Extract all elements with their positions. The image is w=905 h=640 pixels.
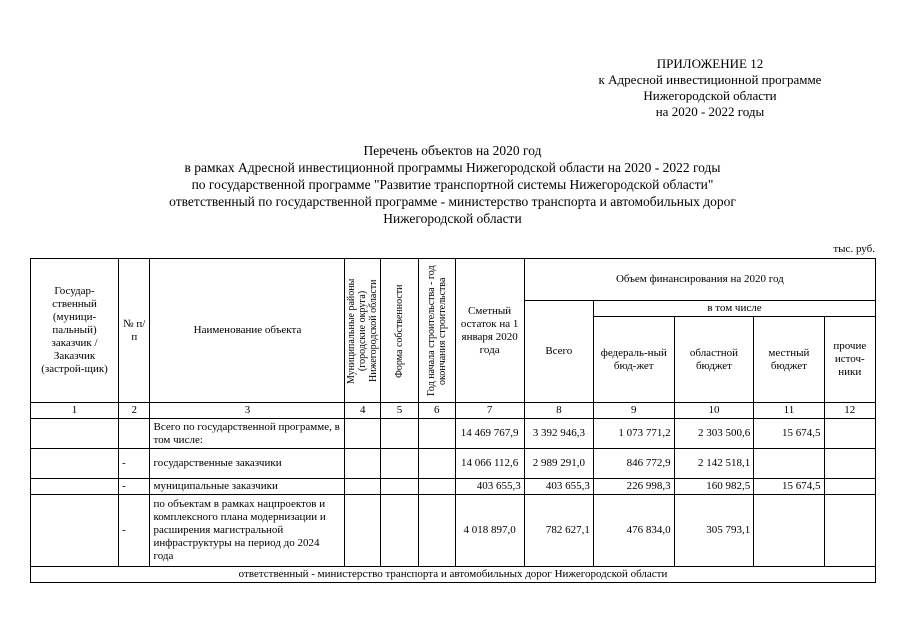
header-financing: Объем финансирования на 2020 год	[524, 259, 875, 301]
cell-object: государственные заказчики	[150, 449, 345, 479]
cell-object: муниципальные заказчики	[150, 479, 345, 495]
header-balance: Сметный остаток на 1 января 2020 года	[455, 259, 524, 403]
cell-empty	[381, 479, 419, 495]
col-number: 5	[381, 403, 419, 419]
header-local: местный бюджет	[754, 317, 824, 403]
header-regional: областной бюджет	[674, 317, 754, 403]
cell-empty	[345, 419, 381, 449]
col-number: 6	[418, 403, 455, 419]
cell-local	[754, 449, 824, 479]
header-total: Всего	[524, 301, 593, 403]
header-federal: федераль-ный бюд-жет	[593, 317, 674, 403]
col-number: 7	[455, 403, 524, 419]
cell-empty	[418, 449, 455, 479]
cell-customer	[31, 449, 119, 479]
header-ownership: Форма собственности	[393, 283, 405, 378]
table-row	[31, 449, 876, 479]
header-years: Год начала строительства - год окончания строительства	[425, 265, 448, 396]
cell-regional: 2 142 518,1	[674, 449, 754, 479]
table-row	[31, 495, 876, 567]
cell-total: 782 627,1	[524, 495, 593, 567]
cell-customer	[31, 479, 119, 495]
header-districts-cell	[345, 259, 381, 403]
cell-other	[824, 419, 875, 449]
col-number: 2	[119, 403, 150, 419]
cell-regional: 160 982,5	[674, 479, 754, 495]
col-number: 12	[824, 403, 875, 419]
cell-other	[824, 449, 875, 479]
cell-balance: 14 066 112,6	[455, 449, 524, 479]
cell-federal: 846 772,9	[593, 449, 674, 479]
table-row	[31, 479, 876, 495]
cell-federal: 476 834,0	[593, 495, 674, 567]
cell-customer	[31, 419, 119, 449]
col-number: 4	[345, 403, 381, 419]
cell-local	[754, 495, 824, 567]
objects-table	[30, 258, 876, 583]
header-years-cell	[418, 259, 455, 403]
title-line-5: Нижегородской области	[383, 211, 522, 226]
cell-empty	[381, 495, 419, 567]
appendix-line-3: Нижегородской области	[643, 88, 777, 103]
header-districts: Муниципальные районы (городские округа) Нижегородской области	[346, 277, 380, 384]
cell-object: по объектам в рамках нацпроектов и комплексного плана модернизации и расширения магистральной инфраструктуры на период до 2024 года	[150, 495, 345, 567]
cell-balance: 4 018 897,0	[455, 495, 524, 567]
cell-local: 15 674,5	[754, 419, 824, 449]
cell-balance: 403 655,3	[455, 479, 524, 495]
cell-empty	[418, 479, 455, 495]
cell-other	[824, 479, 875, 495]
document-title	[0, 142, 905, 227]
cell-local: 15 674,5	[754, 479, 824, 495]
cell-total: 403 655,3	[524, 479, 593, 495]
cell-other	[824, 495, 875, 567]
cell-balance: 14 469 767,9	[455, 419, 524, 449]
title-line-2: в рамках Адресной инвестиционной программы Нижегородской области на 2020 - 2022 годы	[184, 160, 721, 175]
header-including: в том числе	[593, 301, 875, 317]
col-number: 9	[593, 403, 674, 419]
header-customer: Государ-ственный (муници-пальный) заказчик / Заказчик (застрой-щик)	[31, 259, 119, 403]
header-object: Наименование объекта	[150, 259, 345, 403]
title-line-3: по государственной программе "Развитие транспортной системы Нижегородской области"	[191, 177, 714, 192]
appendix-line-1: ПРИЛОЖЕНИЕ 12	[656, 56, 764, 71]
appendix-line-2: к Адресной инвестиционной программе	[598, 72, 822, 87]
responsible-footer: ответственный - министерство транспорта и автомобильных дорог Нижегородской области	[31, 567, 876, 583]
header-ownership-cell	[381, 259, 419, 403]
cell-total: 3 392 946,3	[524, 419, 593, 449]
cell-empty	[418, 495, 455, 567]
header-num: № п/п	[119, 259, 150, 403]
title-line-4: ответственный по государственной программе - министерство транспорта и автомобильных дорог	[169, 194, 736, 209]
cell-customer	[31, 495, 119, 567]
header-other: прочие источ-ники	[824, 317, 875, 403]
cell-empty	[418, 419, 455, 449]
cell-total: 2 989 291,0	[524, 449, 593, 479]
table-footer-row	[31, 567, 876, 583]
cell-empty	[381, 419, 419, 449]
cell-num: -	[119, 479, 150, 495]
title-line-1: Перечень объектов на 2020 год	[363, 143, 542, 158]
cell-empty	[381, 449, 419, 479]
table-row	[31, 419, 876, 449]
cell-empty	[345, 495, 381, 567]
col-number: 11	[754, 403, 824, 419]
cell-empty	[345, 479, 381, 495]
col-number: 8	[524, 403, 593, 419]
cell-num	[119, 419, 150, 449]
cell-empty	[345, 449, 381, 479]
appendix-block	[560, 56, 860, 120]
cell-federal: 226 998,3	[593, 479, 674, 495]
col-number: 1	[31, 403, 119, 419]
units-label: тыс. руб.	[833, 243, 875, 255]
cell-num: -	[119, 495, 150, 567]
col-number: 3	[150, 403, 345, 419]
appendix-line-4: на 2020 - 2022 годы	[655, 104, 765, 119]
column-numbers-row	[31, 403, 876, 419]
cell-object: Всего по государственной программе, в том числе:	[150, 419, 345, 449]
cell-federal: 1 073 771,2	[593, 419, 674, 449]
col-number: 10	[674, 403, 754, 419]
cell-regional: 305 793,1	[674, 495, 754, 567]
cell-num: -	[119, 449, 150, 479]
cell-regional: 2 303 500,6	[674, 419, 754, 449]
